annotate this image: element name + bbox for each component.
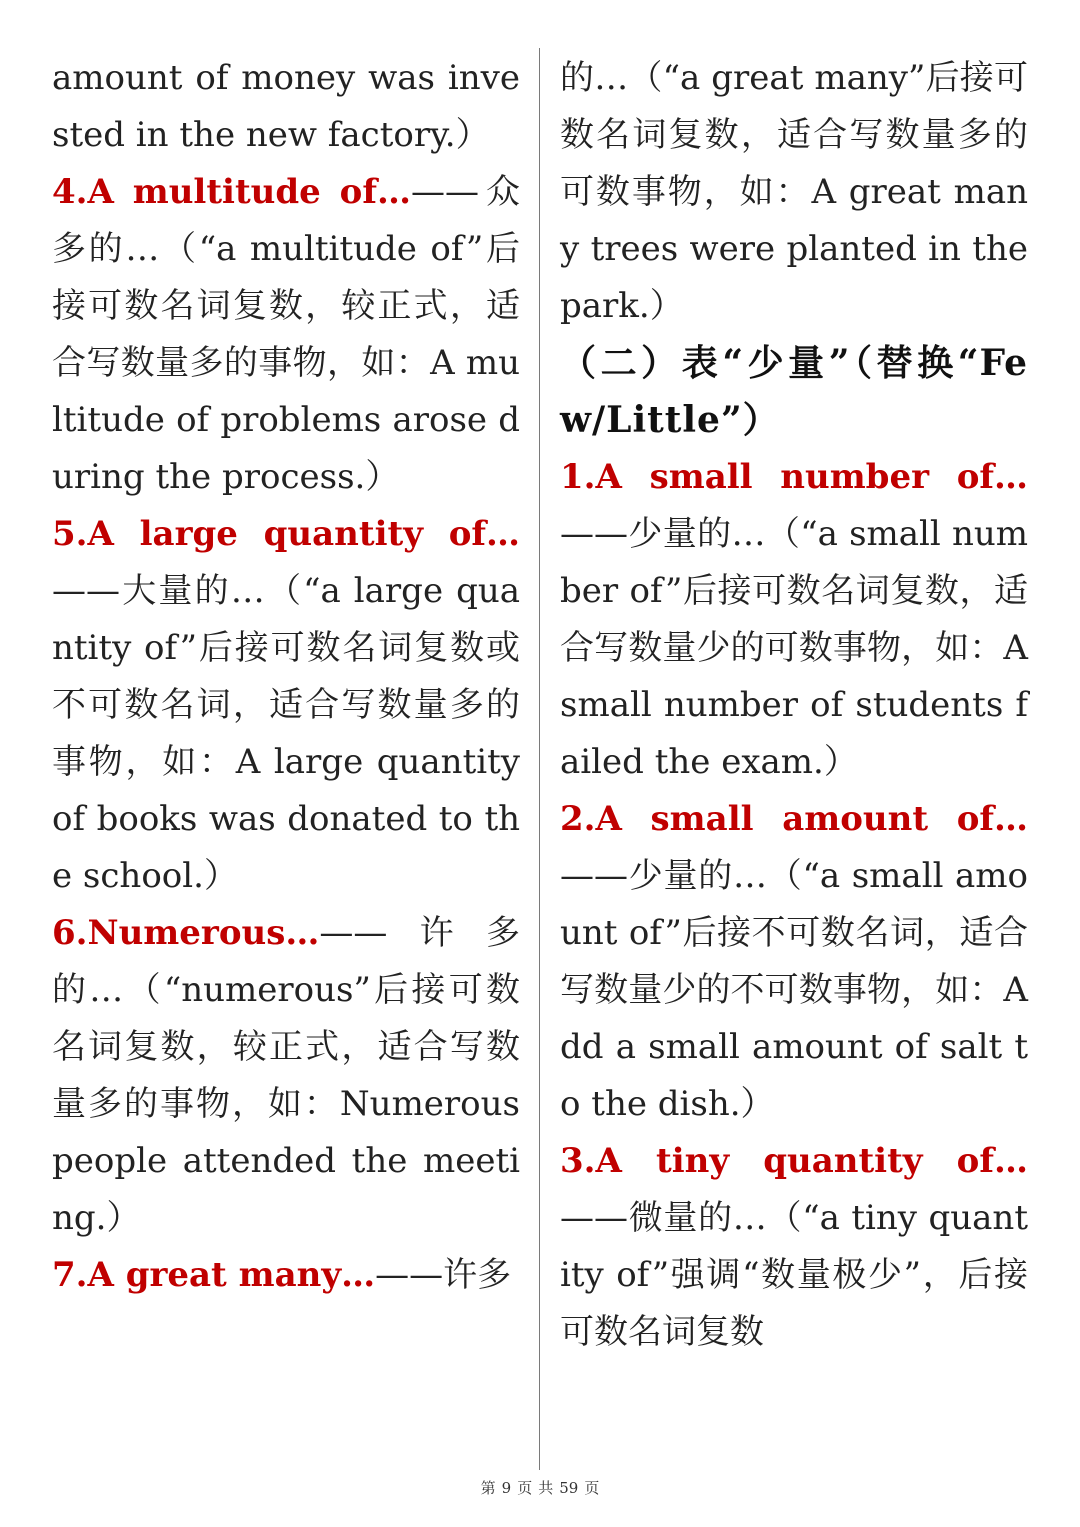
item-title: 2.A small amount of…: [560, 799, 1028, 839]
continuation-text: 的…（“a great many”后接可数名词复数，适合写数量多的可数事物，如：A great many trees were planted in the park.）: [560, 58, 1028, 326]
paragraph-continuation: [52, 50, 520, 164]
list-item: [52, 164, 520, 506]
item-body: ——少量的…（“a small number of”后接可数名词复数，适合写数量少的可数事物，如：A small number of students failed the exam.）: [560, 514, 1028, 782]
item-body: ——少量的…（“a small amount of”后接不可数名词，适合写数量少的不可数事物，如：Add a small amount of salt to the dish.）: [560, 856, 1028, 1124]
footer-page-unit: 页: [517, 1479, 533, 1497]
paragraph-continuation: [560, 50, 1028, 335]
list-item: [52, 905, 520, 1247]
item-title: 6.Numerous…: [52, 913, 320, 953]
footer-total-pages: 59: [559, 1479, 579, 1497]
item-body: ——大量的…（“a large quantity of”后接可数名词复数或不可数名词，适合写数量多的事物，如：A large quantity of books was donated to the school.）: [52, 571, 520, 896]
item-title: 4.A multitude of…: [52, 172, 411, 212]
item-title: 3.A tiny quantity of…: [560, 1141, 1028, 1181]
item-title: 1.A small number of…: [560, 457, 1028, 497]
list-item: [52, 1247, 520, 1304]
list-item: [52, 506, 520, 905]
item-body: ——众多的…（“a multitude of”后接可数名词复数，较正式，适合写数量多的事物，如：A multitude of problems arose during the process.）: [52, 172, 520, 497]
right-column: [560, 50, 1028, 1361]
item-body: ——许多: [375, 1255, 512, 1295]
item-title: 5.A large quantity of…: [52, 514, 520, 554]
footer-total-unit: 页: [584, 1479, 600, 1497]
list-item: [560, 791, 1028, 1133]
footer-page-label: 第: [480, 1479, 496, 1497]
list-item: [560, 449, 1028, 791]
section-heading: （二）表“少量”（替换“Few/Little”）: [560, 342, 1028, 441]
footer-total-label: 共: [538, 1479, 554, 1497]
item-body: ——微量的…（“a tiny quantity of”强调“数量极少”，后接可数名词复数: [560, 1198, 1028, 1352]
page-footer: [0, 1478, 1080, 1498]
column-divider: [539, 48, 540, 1470]
footer-page-number: 9: [501, 1479, 512, 1497]
item-title: 7.A great many…: [52, 1255, 376, 1295]
continuation-text: amount of money was invested in the new factory.）: [52, 58, 520, 155]
list-item: [560, 1133, 1028, 1361]
item-body: ——许多的…（“numerous”后接可数名词复数，较正式，适合写数量多的事物，如：Numerous people attended the meeting.）: [52, 913, 520, 1238]
left-column: [52, 50, 520, 1304]
